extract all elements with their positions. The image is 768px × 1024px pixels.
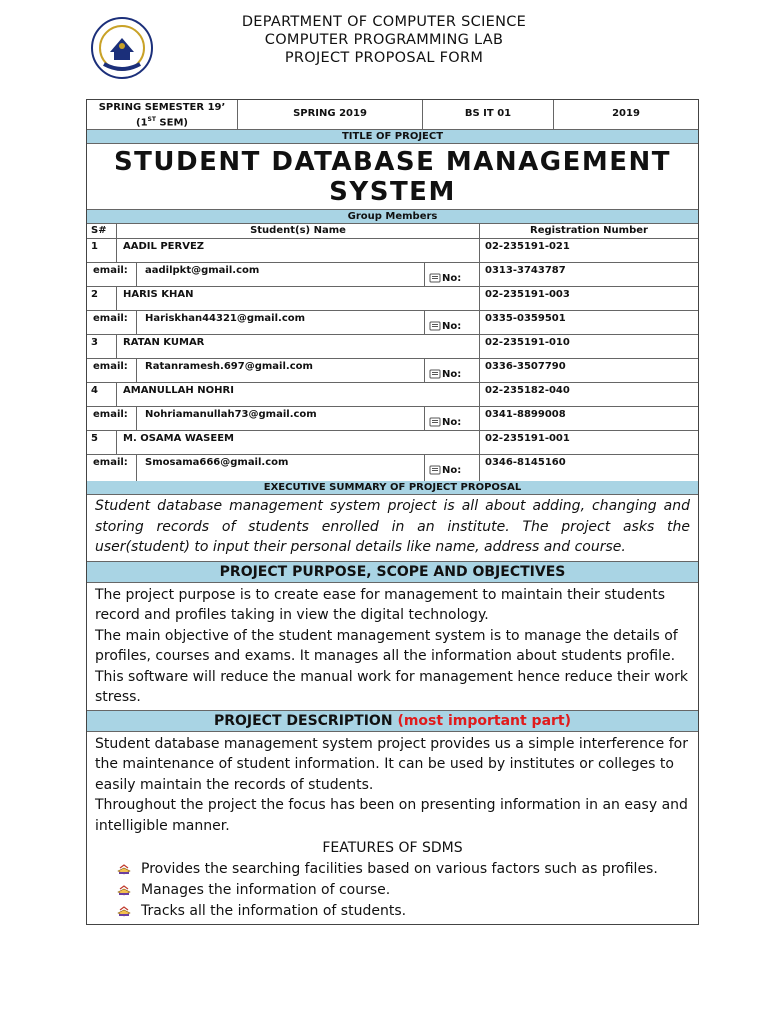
member-sno: 2 xyxy=(87,287,117,310)
feature-text: Provides the searching facilities based on various factors such as profiles. xyxy=(141,860,658,877)
member-sno: 5 xyxy=(87,431,117,454)
purpose-heading-row xyxy=(87,562,698,583)
feature-text: Tracks all the information of students. xyxy=(141,902,407,919)
member-contact-row xyxy=(87,359,698,383)
phone-icon xyxy=(429,368,441,380)
feature-item xyxy=(113,859,690,880)
title-label: TITLE OF PROJECT xyxy=(87,130,698,143)
phone-label-cell xyxy=(425,407,480,430)
session-cell: SPRING 2019 xyxy=(238,100,423,129)
features-title: FEATURES OF SDMS xyxy=(322,840,463,856)
member-email: Smosama666@gmail.com xyxy=(137,455,425,481)
member-row xyxy=(87,383,698,407)
no-label: No: xyxy=(442,273,462,284)
member-name: RATAN KUMAR xyxy=(117,335,480,358)
purpose-row xyxy=(87,583,698,711)
group-members-label: Group Members xyxy=(87,210,698,223)
purpose-heading: PROJECT PURPOSE, SCOPE AND OBJECTIVES xyxy=(87,562,698,582)
summary-heading: EXECUTIVE SUMMARY OF PROJECT PROPOSAL xyxy=(87,481,698,494)
member-phone: 0346-8145160 xyxy=(485,457,566,468)
no-label: No: xyxy=(442,369,462,380)
col-reg: Registration Number xyxy=(530,225,648,236)
department-title: DEPARTMENT OF COMPUTER SCIENCE xyxy=(241,14,527,30)
member-row xyxy=(87,287,698,311)
phone-label-cell xyxy=(425,455,480,481)
member-email: Ratanramesh.697@gmail.com xyxy=(137,359,425,382)
summary-heading-row xyxy=(87,481,698,495)
col-name: Student(s) Name xyxy=(117,224,480,238)
book-bullet-icon xyxy=(117,863,131,876)
member-phone: 0335-0359501 xyxy=(485,313,566,324)
description-heading: PROJECT DESCRIPTION (most important part) xyxy=(87,711,698,731)
description-paragraph-1: Student database management system project provides us a simple interference for the maintenance of student information. It can be used by institutes or colleges to easily maintain the records of students. xyxy=(95,735,688,793)
email-label: email: xyxy=(87,455,137,481)
semester-line2: (1ST SEM) xyxy=(136,116,188,129)
email-label: email: xyxy=(87,263,137,286)
phone-icon xyxy=(429,272,441,284)
member-phone: 0341-8899008 xyxy=(485,409,566,420)
email-label: email: xyxy=(87,311,137,334)
feature-item xyxy=(113,901,690,922)
member-contact-row xyxy=(87,455,698,481)
member-reg: 02-235182-040 xyxy=(485,385,570,396)
class-cell: BS IT 01 xyxy=(423,100,554,129)
group-label-row xyxy=(87,210,698,224)
member-sno: 4 xyxy=(87,383,117,406)
features-list xyxy=(95,859,690,922)
description-row xyxy=(87,732,698,924)
member-email: Nohriamanullah73@gmail.com xyxy=(137,407,425,430)
member-name: HARIS KHAN xyxy=(117,287,480,310)
description-paragraph-2: Throughout the project the focus has been on presenting information in an easy and intelligible manner. xyxy=(95,797,688,834)
description-heading-row xyxy=(87,711,698,732)
member-email: Hariskhan44321@gmail.com xyxy=(137,311,425,334)
member-phone: 0313-3743787 xyxy=(485,265,566,276)
member-contact-row xyxy=(87,311,698,335)
columns-header-row xyxy=(87,224,698,239)
members-list xyxy=(87,239,698,481)
member-sno: 3 xyxy=(87,335,117,358)
member-row xyxy=(87,431,698,455)
member-sno: 1 xyxy=(87,239,117,262)
form-title: PROJECT PROPOSAL FORM xyxy=(284,50,484,66)
title-label-row xyxy=(87,130,698,144)
email-label: email: xyxy=(87,407,137,430)
member-contact-row xyxy=(87,407,698,431)
member-name: M. OSAMA WASEEM xyxy=(117,431,480,454)
lab-title: COMPUTER PROGRAMMING LAB xyxy=(264,32,504,48)
no-label: No: xyxy=(442,321,462,332)
member-email: aadilpkt@gmail.com xyxy=(137,263,425,286)
member-row xyxy=(87,239,698,263)
member-phone: 0336-3507790 xyxy=(485,361,566,372)
phone-label-cell xyxy=(425,311,480,334)
feature-text: Manages the information of course. xyxy=(141,881,391,898)
no-label: No: xyxy=(442,417,462,428)
phone-label-cell xyxy=(425,359,480,382)
phone-icon xyxy=(429,464,441,476)
email-label: email: xyxy=(87,359,137,382)
member-name: AMANULLAH NOHRI xyxy=(117,383,480,406)
summary-row xyxy=(87,495,698,562)
member-row xyxy=(87,335,698,359)
project-title-row xyxy=(87,144,698,210)
purpose-text xyxy=(87,583,698,710)
member-contact-row xyxy=(87,263,698,287)
member-reg: 02-235191-021 xyxy=(485,241,570,252)
member-reg: 02-235191-010 xyxy=(485,337,570,348)
phone-label-cell xyxy=(425,263,480,286)
feature-item xyxy=(113,880,690,901)
proposal-form xyxy=(86,99,699,925)
summary-text: Student database management system project is all about adding, changing and storing records of students enrolled in an institute. The project asks the user(student) to input their personal details like name, address and course. xyxy=(95,498,690,555)
semester-cell xyxy=(87,100,238,129)
col-sno: S# xyxy=(87,224,117,238)
no-label: No: xyxy=(442,465,462,476)
purpose-paragraph-1: The project purpose is to create ease for management to maintain their students record and profiles taking in view the digital technology. xyxy=(95,586,666,623)
book-bullet-icon xyxy=(117,905,131,918)
project-title: STUDENT DATABASE MANAGEMENT SYSTEM xyxy=(113,147,672,207)
phone-icon xyxy=(429,416,441,428)
member-name: AADIL PERVEZ xyxy=(117,239,480,262)
book-bullet-icon xyxy=(117,884,131,897)
semester-info-row xyxy=(87,100,698,130)
year-cell: 2019 xyxy=(612,108,640,119)
member-reg: 02-235191-003 xyxy=(485,289,570,300)
description-text xyxy=(87,732,698,924)
semester-line1: SPRING SEMESTER 19’ xyxy=(98,102,226,113)
member-reg: 02-235191-001 xyxy=(485,433,570,444)
description-heading-note: (most important part) xyxy=(397,712,572,729)
phone-icon xyxy=(429,320,441,332)
purpose-paragraph-2: The main objective of the student management system is to manage the details of profiles, courses and exams. It manages all the information about students profile. This software will reduce the manual work for management hence reduce their work stress. xyxy=(95,627,689,705)
